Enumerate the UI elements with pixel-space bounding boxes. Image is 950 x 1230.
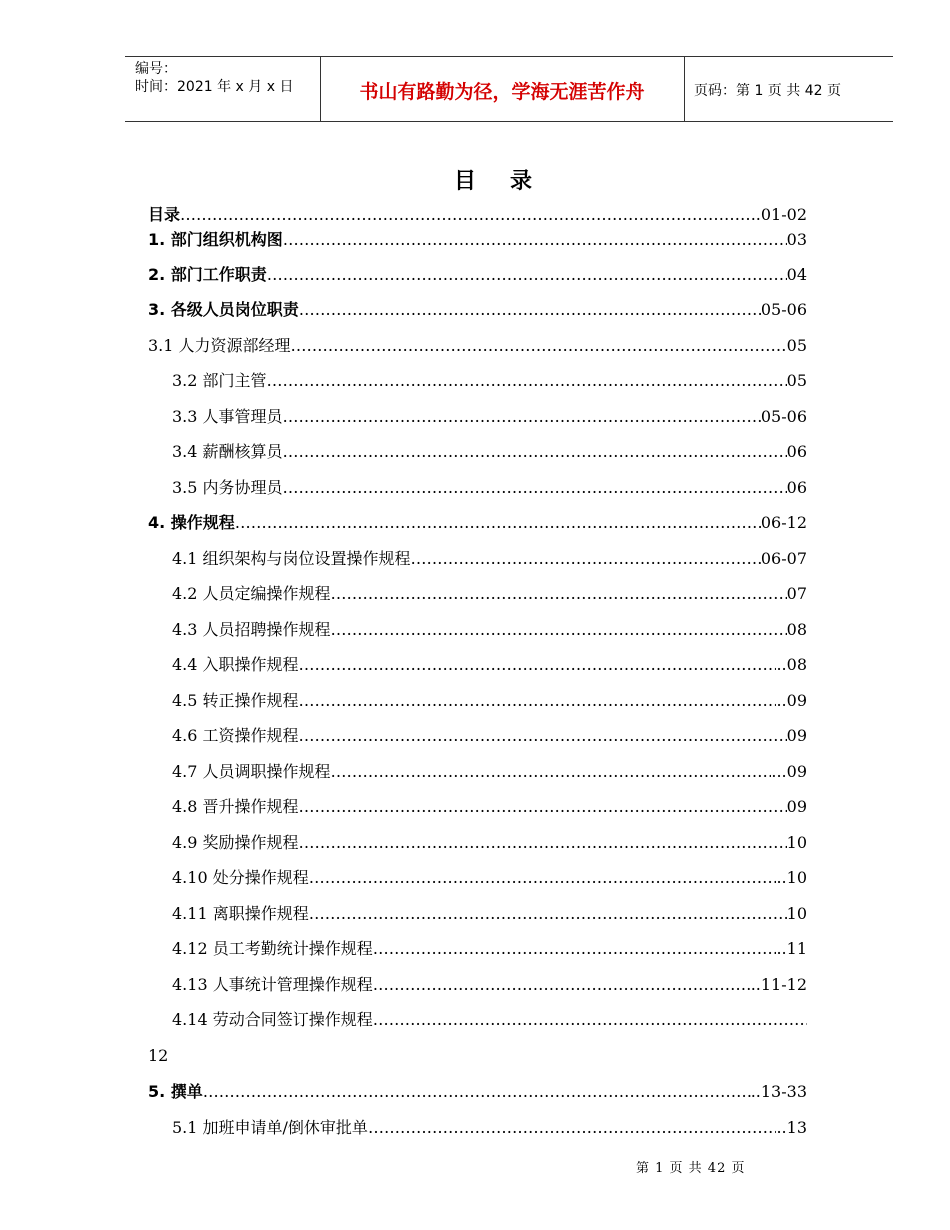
toc-entry-page: 05 [786,371,807,390]
toc-leader-dots [299,796,787,818]
toc-entry[interactable] [172,867,807,889]
toc-entry-page: 07 [786,584,807,603]
toc-entry-label: 3.4 薪酬核算员 [172,442,283,461]
toc-entry[interactable] [172,1009,807,1031]
toc-leader-dots [283,406,761,428]
toc-leader-dots [299,690,777,712]
toc-entry-label: 4.13 人事统计管理操作规程 [172,975,373,994]
toc-entry-page: 06-12 [760,513,807,532]
toc-entry[interactable] [172,832,807,854]
header-separator-right [684,56,685,121]
toc-entry-label: 4.14 劳动合同签订操作规程 [172,1010,373,1029]
toc-entry-page: 03 [786,230,807,249]
toc-leader-dots [411,548,761,570]
toc-entry[interactable] [172,654,807,676]
toc-entry[interactable] [148,229,807,251]
toc-entry[interactable] [172,938,807,960]
toc-leader-dots [267,264,787,286]
toc-leader-dots [299,725,787,747]
toc-entry-page: 08 [786,620,807,639]
header-meta [135,60,293,96]
toc-entry[interactable] [172,441,807,463]
toc-entry-label: 4.9 奖励操作规程 [172,833,299,852]
toc-entry[interactable] [148,335,807,357]
toc-entry-label: 3.5 内务协理员 [172,478,283,497]
toc-entry-page: 09 [786,797,807,816]
toc-entry-page: ...09 [771,762,807,781]
toc-leader-dots [291,335,787,357]
toc-entry-page: 05-06 [760,300,807,319]
toc-entry-label: 4.10 处分操作规程 [172,868,309,887]
toc-entry[interactable] [172,725,807,747]
toc-entry[interactable] [172,619,807,641]
toc-leader-dots [373,1009,807,1031]
toc-entry-label: 4.1 组织架构与岗位设置操作规程 [172,549,411,568]
toc-leader-dots [299,299,761,321]
toc-entry-page: ..01-02 [750,205,807,224]
toc-entry[interactable] [148,512,807,534]
toc-leader-dots [299,832,787,854]
toc-entry-page: ..13-33 [750,1082,807,1101]
page-footer: 第 1 页 共 42 页 [636,1161,746,1176]
toc-entry-label: 4.8 晋升操作规程 [172,797,299,816]
toc-entry-label: 1. 部门组织机构图 [148,230,283,249]
toc-entry[interactable] [172,903,807,925]
header-page-info: 页码：第 1 页 共 42 页 [694,83,841,99]
toc-entry-label: 4.11 离职操作规程 [172,904,309,923]
toc-entry-label: 4.6 工资操作规程 [172,726,299,745]
header-motto: 书山有路勤为径，学海无涯苦作舟 [359,81,645,103]
toc-entry-label: 4.3 人员招聘操作规程 [172,620,331,639]
toc-entry-label: 5. 撰单 [148,1082,203,1101]
toc-entry-label: 目录 [148,205,181,224]
toc-leader-dots [180,204,751,226]
toc-entry[interactable] [172,548,807,570]
toc-entry[interactable] [148,264,807,286]
toc-entry[interactable] [172,370,807,392]
toc-entry-page: ..13 [776,1118,807,1137]
toc-entry[interactable] [172,690,807,712]
toc-entry[interactable] [172,406,807,428]
toc-entry[interactable] [172,477,807,499]
toc-leader-dots [331,761,772,783]
toc-entry-label: 4.7 人员调职操作规程 [172,762,331,781]
toc-entry-label: 3.1 人力资源部经理 [148,336,291,355]
toc-entry-label: 3.2 部门主管 [172,371,267,390]
toc-entry-page: 04 [786,265,807,284]
toc-entry[interactable] [172,1117,807,1139]
toc-entry-label: 4.12 员工考勤统计操作规程 [172,939,373,958]
document-time-label: 时间：2021 年 x 月 x 日 [135,79,294,95]
toc-leader-dots [203,1081,751,1103]
toc-entry-page: ..10 [776,868,807,887]
toc-entry-label: 3.3 人事管理员 [172,407,283,426]
toc-entry-label: 4. 操作规程 [148,513,235,532]
toc-entry[interactable] [172,761,807,783]
toc-leader-dots [283,229,787,251]
toc-leader-dots [373,974,751,996]
toc-entry-label: 4.2 人员定编操作规程 [172,584,331,603]
toc-entry[interactable] [148,1081,807,1103]
toc-entry-label: 3. 各级人员岗位职责 [148,300,299,319]
toc-entry-page: ..09 [776,691,807,710]
toc-leader-dots [331,583,787,605]
toc-leader-dots [283,441,787,463]
toc-entry-page: 10 [786,904,807,923]
toc-wrapped-page-number: 12 [148,1046,169,1065]
toc-leader-dots [373,938,777,960]
toc-leader-dots [235,512,761,534]
toc-entry[interactable] [172,583,807,605]
toc-leader-dots [309,903,787,925]
toc-entry-label: 2. 部门工作职责 [148,265,267,284]
toc-entry[interactable] [172,974,807,996]
toc-entry-page: 09 [786,726,807,745]
toc-leader-dots [331,619,787,641]
header-top-rule [125,56,893,57]
toc-title: 目录 [453,169,566,194]
toc-entry-page: 10 [786,833,807,852]
toc-entry[interactable] [148,204,807,226]
toc-entry[interactable] [172,796,807,818]
toc-leader-dots [299,654,777,676]
toc-entry-page: ..11-12 [750,975,807,994]
toc-entry-label: 5.1 加班申请单/倒休审批单 [172,1118,368,1137]
toc-leader-dots [283,477,787,499]
toc-entry-page: 06 [786,442,807,461]
toc-entry-page: ..08 [776,655,807,674]
header-bottom-rule [125,121,893,122]
toc-entry-page: 05-06 [760,407,807,426]
toc-leader-dots [309,867,777,889]
toc-entry-page: 05 [786,336,807,355]
toc-entry[interactable] [148,299,807,321]
toc-entry-label: 4.4 入职操作规程 [172,655,299,674]
toc-leader-dots [368,1117,777,1139]
toc-entry-page: 06 [786,478,807,497]
toc-entry-page: ..11 [776,939,807,958]
toc-entry-page: 06-07 [760,549,807,568]
toc-entry-label: 4.5 转正操作规程 [172,691,299,710]
document-number-label: 编号： [135,61,177,77]
toc-leader-dots [267,370,787,392]
